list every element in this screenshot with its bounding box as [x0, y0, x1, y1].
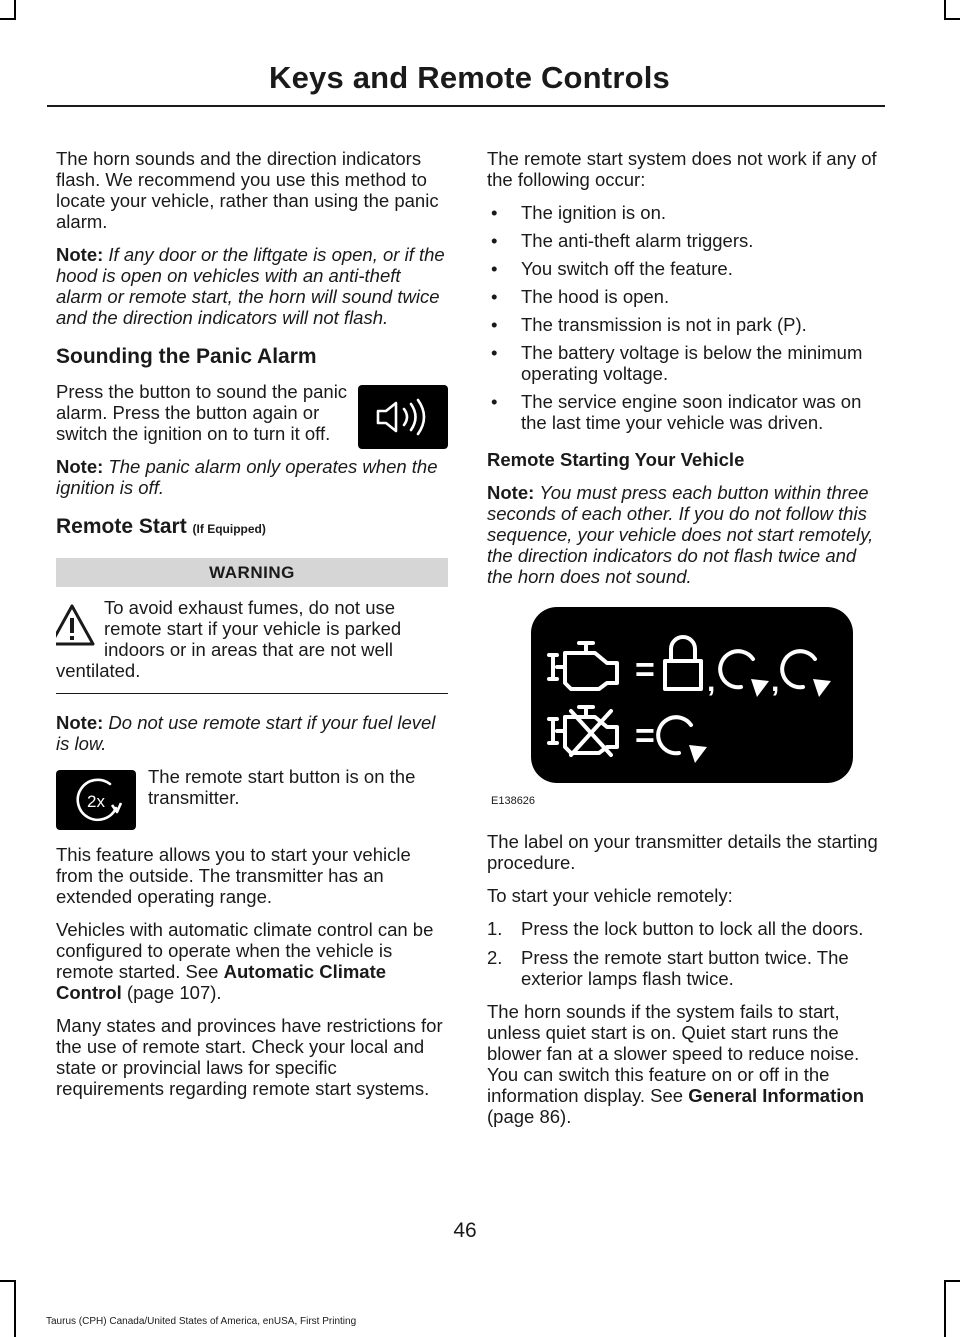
crop-mark	[14, 1280, 16, 1337]
list-item: • The service engine soon indicator was on the last time your vehicle was driven.	[487, 391, 880, 433]
crop-mark	[14, 0, 16, 20]
list-item: • The hood is open.	[487, 286, 880, 307]
climate-text: Vehicles with automatic climate control can be configured to operate when the vehicle is remote started. See	[56, 919, 434, 982]
horn-page: (page 86).	[487, 1106, 572, 1127]
label-paragraph: The label on your transmitter details the starting procedure.	[487, 831, 878, 873]
panic-text: Press the button to sound the panic alarm. Press the button again or switch the ignition on to turn it off.	[56, 381, 348, 444]
general-information-link[interactable]: General Information	[688, 1085, 864, 1106]
horn-paragraph	[487, 1001, 880, 1127]
note-paragraph	[56, 244, 448, 328]
transmitter-label-diagram	[487, 607, 857, 807]
section-heading-remote-start	[56, 516, 448, 540]
note-text: If any door or the liftgate is open, or if the hood is open on vehicles with an anti-theft alarm or remote start, the horn will sound twice and the direction indicators will not flash.	[56, 244, 445, 328]
equals-sign: =	[635, 651, 655, 689]
climate-page: (page 107).	[126, 982, 222, 1003]
footer-text: Taurus (CPH) Canada/United States of America, enUSA, First Printing	[46, 1316, 357, 1327]
remote-start-arrow-icon	[782, 651, 831, 697]
note-label: Note:	[487, 482, 535, 503]
note-text: You must press each button within three seconds of each other. If you do not follow this sequence, your vehicle does not start remotely, the direction indicators do not flash twice and the horn does not sound.	[487, 482, 874, 587]
list-item: • The transmission is not in park (P).	[487, 314, 880, 335]
horn-text: The horn sounds if the system fails to start, unless quiet start is on. Quiet start runs the blower fan at a slower speed to reduce noise. You can switch this feature on or off in the information display. See	[487, 1001, 860, 1106]
panic-block	[56, 381, 448, 456]
conditions-intro: The remote start system does not work if any of the following occur:	[487, 148, 877, 190]
crop-mark	[944, 1280, 946, 1337]
crop-mark	[944, 1280, 960, 1282]
note-text: The panic alarm only operates when the ignition is off.	[56, 456, 438, 498]
right-column	[487, 148, 880, 1139]
comma: ,	[707, 665, 716, 698]
engine-crossed-icon	[549, 707, 617, 755]
to-start-paragraph: To start your vehicle remotely:	[487, 885, 733, 906]
crop-mark	[944, 0, 946, 20]
header-divider	[47, 105, 885, 107]
warning-triangle-icon	[56, 601, 96, 649]
section-heading-panic: Sounding the Panic Alarm	[56, 345, 317, 368]
list-item: • The ignition is on.	[487, 202, 880, 223]
note-label: Note:	[56, 456, 104, 477]
button-text: The remote start button is on the transmitter.	[148, 766, 416, 808]
list-item: • You switch off the feature.	[487, 258, 880, 279]
climate-paragraph	[56, 919, 448, 1003]
intro-paragraph: The horn sounds and the direction indicators flash. We recommend you use this method to locate your vehicle, rather than using the panic alarm.	[56, 148, 439, 232]
remote-start-button-icon	[56, 770, 136, 830]
remote-start-arrow-icon	[720, 651, 769, 697]
list-item	[487, 947, 880, 989]
feature-paragraph: This feature allows you to start your vehicle from the outside. The transmitter has an extended operating range.	[56, 844, 411, 907]
remote-start-icon-label: 2x	[87, 792, 105, 811]
comma: ,	[771, 665, 780, 698]
note-label: Note:	[56, 244, 104, 265]
steps-list	[487, 918, 880, 989]
engine-icon	[549, 643, 617, 689]
section-heading-remote-starting: Remote Starting Your Vehicle	[487, 449, 745, 470]
heading-text: Remote Start	[56, 515, 187, 538]
states-paragraph: Many states and provinces have restrictions for the use of remote start. Check your local and state or provincial laws for specific requirements regarding remote start systems.	[56, 1015, 443, 1099]
step-number: 2.	[487, 947, 503, 968]
note-paragraph	[56, 456, 448, 498]
step-text: Press the lock button to lock all the doors.	[521, 918, 864, 939]
list-item	[487, 918, 880, 939]
figure-code: E138626	[491, 795, 536, 807]
list-item: • The anti-theft alarm triggers.	[487, 230, 880, 251]
diagram-background	[531, 607, 853, 783]
climate-link[interactable]: Automatic Climate Control	[56, 961, 387, 1003]
warning-title: WARNING	[56, 558, 448, 587]
lock-icon	[665, 637, 701, 689]
remote-start-arrow-icon	[658, 717, 707, 763]
warning-box	[56, 587, 448, 694]
page-number: 46	[453, 1219, 477, 1242]
list-item: • The battery voltage is below the minimum operating voltage.	[487, 342, 880, 384]
conditions-list	[487, 202, 880, 433]
warning-text: To avoid exhaust fumes, do not use remote start if your vehicle is parked indoors or in areas that are not well ventilated.	[56, 597, 402, 681]
step-text: Press the remote start button twice. The exterior lamps flash twice.	[521, 947, 849, 989]
page-title: Keys and Remote Controls	[269, 60, 670, 95]
left-column	[56, 148, 448, 1111]
equals-sign: =	[635, 717, 655, 755]
crop-mark	[0, 18, 16, 20]
panic-button-icon	[358, 385, 448, 449]
step-number: 1.	[487, 918, 503, 939]
heading-qualifier: (If Equipped)	[192, 522, 266, 536]
note-paragraph	[56, 712, 448, 754]
note-text: Do not use remote start if your fuel level is low.	[56, 712, 436, 754]
note-paragraph	[487, 482, 880, 587]
crop-mark	[0, 1280, 16, 1282]
remote-button-block	[56, 766, 448, 834]
crop-mark	[944, 18, 960, 20]
note-label: Note:	[56, 712, 104, 733]
